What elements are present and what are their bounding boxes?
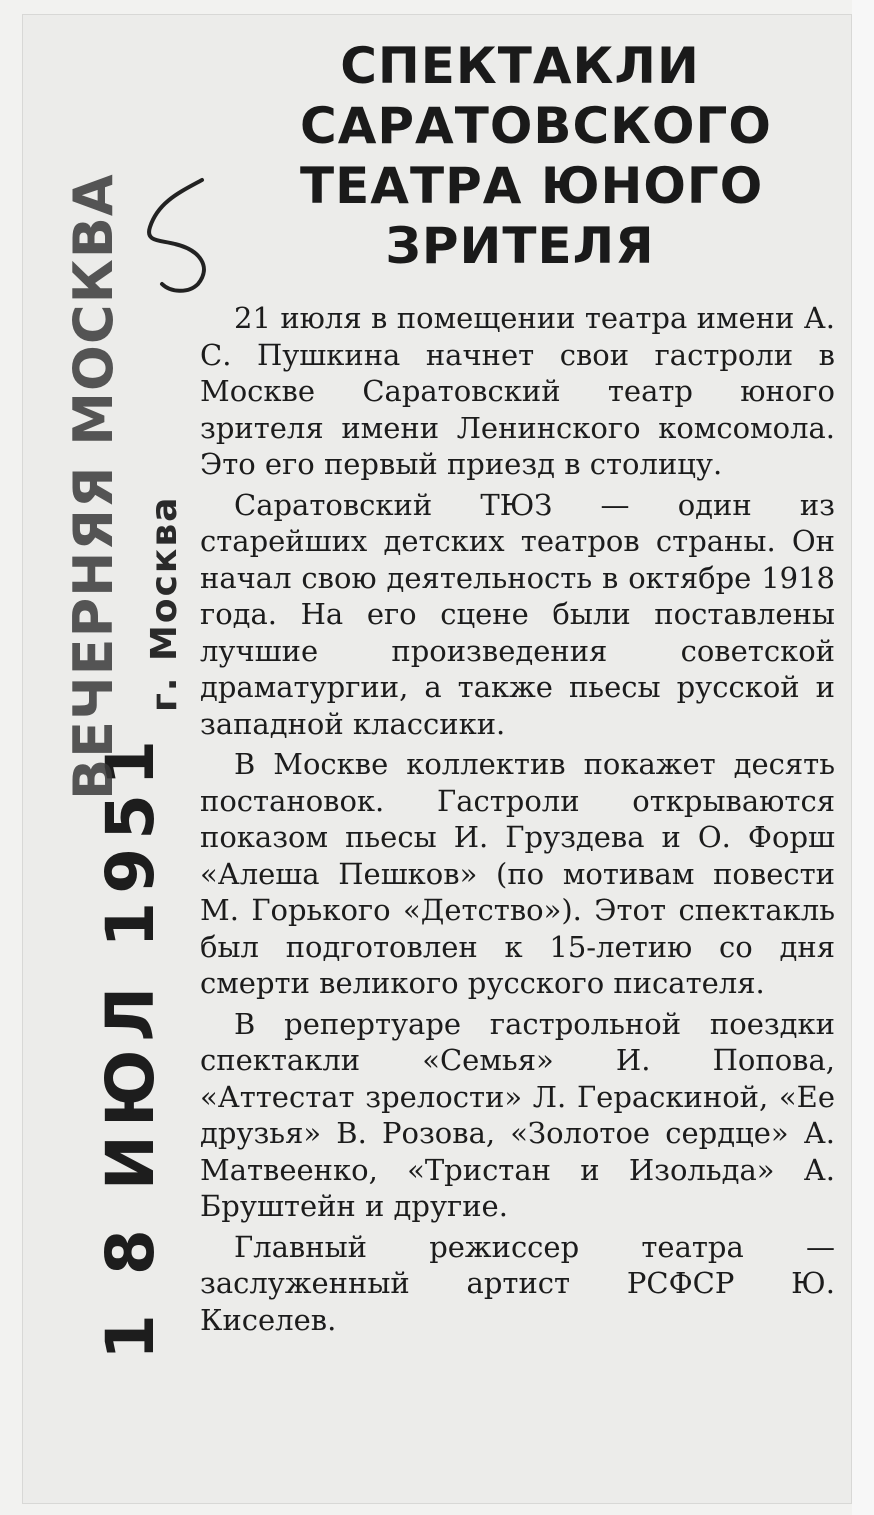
stamp-city: г. Москва xyxy=(144,495,185,712)
article-paragraph-2: Саратовский ТЮЗ — один из старейших детских театров страны. Он начал свою деятельность в октябре 1918 года. На его сцене были поставлены лучшие произведения советской драматургии, а также пьесы русской и западной классики. xyxy=(200,487,835,741)
article-paragraph-3: В Москве коллектив покажет десять постановок. Гастроли открываются показом пьесы И. Груздева и О. Форш «Алеша Пешков» (по мотивам повести М. Горького «Детство»). Этот спектакль был подготовлен к 15-летию со дня смерти великого русского писателя. xyxy=(200,747,835,1000)
headline-line-2: САРАТОВСКОГО xyxy=(300,97,772,155)
page-edge xyxy=(852,0,874,1515)
article-headline xyxy=(300,36,772,276)
headline-line-4: ЗРИТЕЛЯ xyxy=(385,217,655,275)
article-paragraph-5: Главный режиссер театра — заслуженный артист РСФСР Ю. Киселев. xyxy=(200,1229,835,1337)
handwritten-mark-5 xyxy=(140,172,230,302)
stamp-newspaper-name: ВЕЧЕРНЯЯ МОСКВА xyxy=(62,173,125,800)
article-paragraph-4: В репертуаре гастрольной поездки спектакли «Семья» И. Попова, «Аттестат зрелости» Л. Гераскиной, «Ее друзья» В. Розова, «Золотое сердце» А. Матвеенко, «Тристан и Изольда» А. Бруштейн и другие. xyxy=(200,1006,835,1223)
article-body xyxy=(200,300,835,1342)
article-paragraph-1: 21 июля в помещении театра имени А. С. Пушкина начнет свои гастроли в Москве Саратовский театр юного зрителя имени Ленинского комсомола. Это его первый приезд в столицу. xyxy=(200,301,835,481)
archive-stamp xyxy=(62,173,202,1400)
headline-line-1: СПЕКТАКЛИ xyxy=(340,37,700,95)
headline-line-3: ТЕАТРА ЮНОГО xyxy=(300,157,764,215)
stamp-date: 1 8 ИЮЛ 1951 xyxy=(92,732,169,1360)
